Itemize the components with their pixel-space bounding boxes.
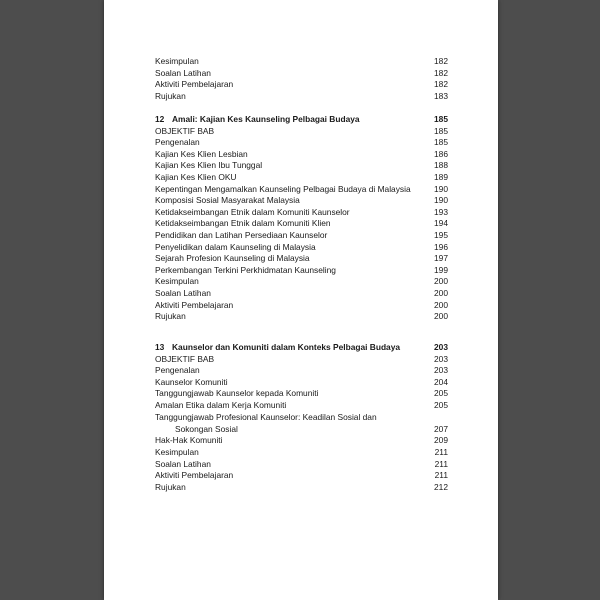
toc-entry [155,149,448,161]
toc-entry-title: Kajian Kes Klien Ibu Tunggal [155,160,263,171]
toc-entry-page: 199 [434,264,448,275]
toc-entry-title: Soalan Latihan [155,67,211,78]
toc-entry [155,184,448,196]
toc-entry-title: Kajian Kes Klien Lesbian [155,148,248,159]
toc-entry-page: 204 [434,376,448,387]
toc-entry-title: Komposisi Sosial Masyarakat Malaysia [155,195,300,206]
toc-entry-page: 209 [434,435,448,446]
toc-entry [155,388,448,400]
toc-entry-title: OBJEKTIF BAB [155,125,215,136]
toc-entry [155,253,448,265]
toc-entry-title: Sejarah Profesion Kaunseling di Malaysia [155,253,310,264]
chapter-title: Kaunselor dan Komuniti dalam Konteks Pelbagai Budaya [172,342,401,352]
toc-entry-title: Sokongan Sosial [175,423,238,434]
toc-entry-wrapped-line2 [155,424,448,436]
toc-entry-page: 200 [434,287,448,298]
toc-entry-page: 200 [434,311,448,322]
toc-entry [155,137,448,149]
toc-entry-title: Amalan Etika dalam Kerja Komuniti [155,399,287,410]
toc-entry-page: 203 [434,353,448,364]
toc-entry [155,68,448,80]
toc-entry [155,276,448,288]
toc-entry-title: Tanggungjawab Profesional Kaunselor: Keadilan Sosial dan [155,411,377,422]
toc-entry-title: Rujukan [155,481,186,492]
toc-entry-page: 185 [434,125,448,136]
toc-entry-title: Kesimpulan [155,446,199,457]
toc-entry [155,265,448,277]
toc-entry-title: Ketidakseimbangan Etnik dalam Komuniti Klien [155,218,331,229]
toc-entry-title: Penyelidikan dalam Kaunseling di Malaysia [155,241,316,252]
toc-entry-title: Aktiviti Pembelajaran [155,299,234,310]
toc-entry-page: 207 [434,423,448,434]
toc-entry-title: Rujukan [155,311,186,322]
chapter-page: 185 [434,114,448,124]
chapter-heading [155,114,448,126]
toc-top-block [155,56,448,102]
toc-entry-title: Soalan Latihan [155,287,211,298]
toc-entry-page: 188 [434,160,448,171]
toc-entry-title: Hak-Hak Komuniti [155,435,223,446]
toc-entry-title: Pendidikan dan Latihan Persediaan Kaunselor [155,229,328,240]
toc-entry-title: Pengenalan [155,137,200,148]
document-page [104,0,498,600]
toc-entry-page: 211 [434,470,448,481]
toc-entry [155,354,448,366]
toc-entry-page: 197 [434,253,448,264]
toc-entry [155,79,448,91]
toc-entry-page: 189 [434,171,448,182]
toc-entry [155,207,448,219]
toc-entry-title: Perkembangan Terkini Perkhidmatan Kaunseling [155,264,336,275]
toc-entry [155,300,448,312]
toc-entry [155,91,448,103]
toc-entry-page: 205 [434,388,448,399]
toc-entry-page: 203 [434,365,448,376]
toc-entry-title: OBJEKTIF BAB [155,353,215,364]
toc-entry [155,242,448,254]
toc-entry [155,172,448,184]
toc-entry [155,459,448,471]
toc-entry-title: Tanggungjawab Kaunselor kepada Komuniti [155,388,319,399]
toc-entry-title: Ketidakseimbangan Etnik dalam Komuniti Kaunselor [155,206,350,217]
toc-entry-page: 205 [434,399,448,410]
toc-entry [155,230,448,242]
toc-entry-page: 182 [434,56,448,66]
toc-entry-page: 190 [434,195,448,206]
toc-entry [155,365,448,377]
toc-entry-title: Aktiviti Pembelajaran [155,79,234,90]
toc-entry [155,311,448,323]
toc-entry-title: Kajian Kes Klien OKU [155,171,237,182]
toc-entry-title: Kesimpulan [155,56,199,66]
chapter-number: 12 [155,114,165,124]
toc-entry-page: 212 [434,481,448,492]
toc-chapter-12 [155,114,448,323]
toc-entry-title: Aktiviti Pembelajaran [155,470,234,481]
toc-entry-page: 195 [434,229,448,240]
toc-entry [155,400,448,412]
toc-entry-title: Soalan Latihan [155,458,211,469]
toc-entry-title: Kesimpulan [155,276,199,287]
toc-entry-page: 211 [434,458,448,469]
toc-entry [155,435,448,447]
toc-entry-page: 193 [434,206,448,217]
toc-entry-title: Kaunselor Komuniti [155,376,228,387]
toc-entry-page: 196 [434,241,448,252]
toc-entry-page: 200 [434,276,448,287]
toc-entry-page: 200 [434,299,448,310]
toc-entry [155,482,448,494]
toc-entry-title: Pengenalan [155,365,200,376]
toc-entry [155,160,448,172]
chapter-page: 203 [434,342,448,352]
toc-entry-title: Rujukan [155,90,186,101]
toc-entry-page: 194 [434,218,448,229]
toc-entry-page: 183 [434,90,448,101]
toc-entry [155,195,448,207]
toc-entry-page: 185 [434,137,448,148]
toc-entry [155,470,448,482]
toc-entry [155,447,448,459]
chapter-number: 13 [155,342,165,352]
toc-entry [155,218,448,230]
toc-entry [155,56,448,68]
toc-entry-page: 211 [434,446,448,457]
chapter-heading [155,342,448,354]
chapter-title: Amali: Kajian Kes Kaunseling Pelbagai Budaya [172,114,360,124]
toc-entry-wrapped-line1 [155,412,448,424]
toc-entry [155,126,448,138]
toc-chapter-13 [155,342,448,493]
toc-entry-page: 186 [434,148,448,159]
toc-entry-page: 190 [434,183,448,194]
toc-entry-page: 182 [434,67,448,78]
toc-entry-title: Kepentingan Mengamalkan Kaunseling Pelbagai Budaya di Malaysia [155,183,411,194]
toc-entry [155,377,448,389]
toc-entry-page: 182 [434,79,448,90]
toc-entry [155,288,448,300]
